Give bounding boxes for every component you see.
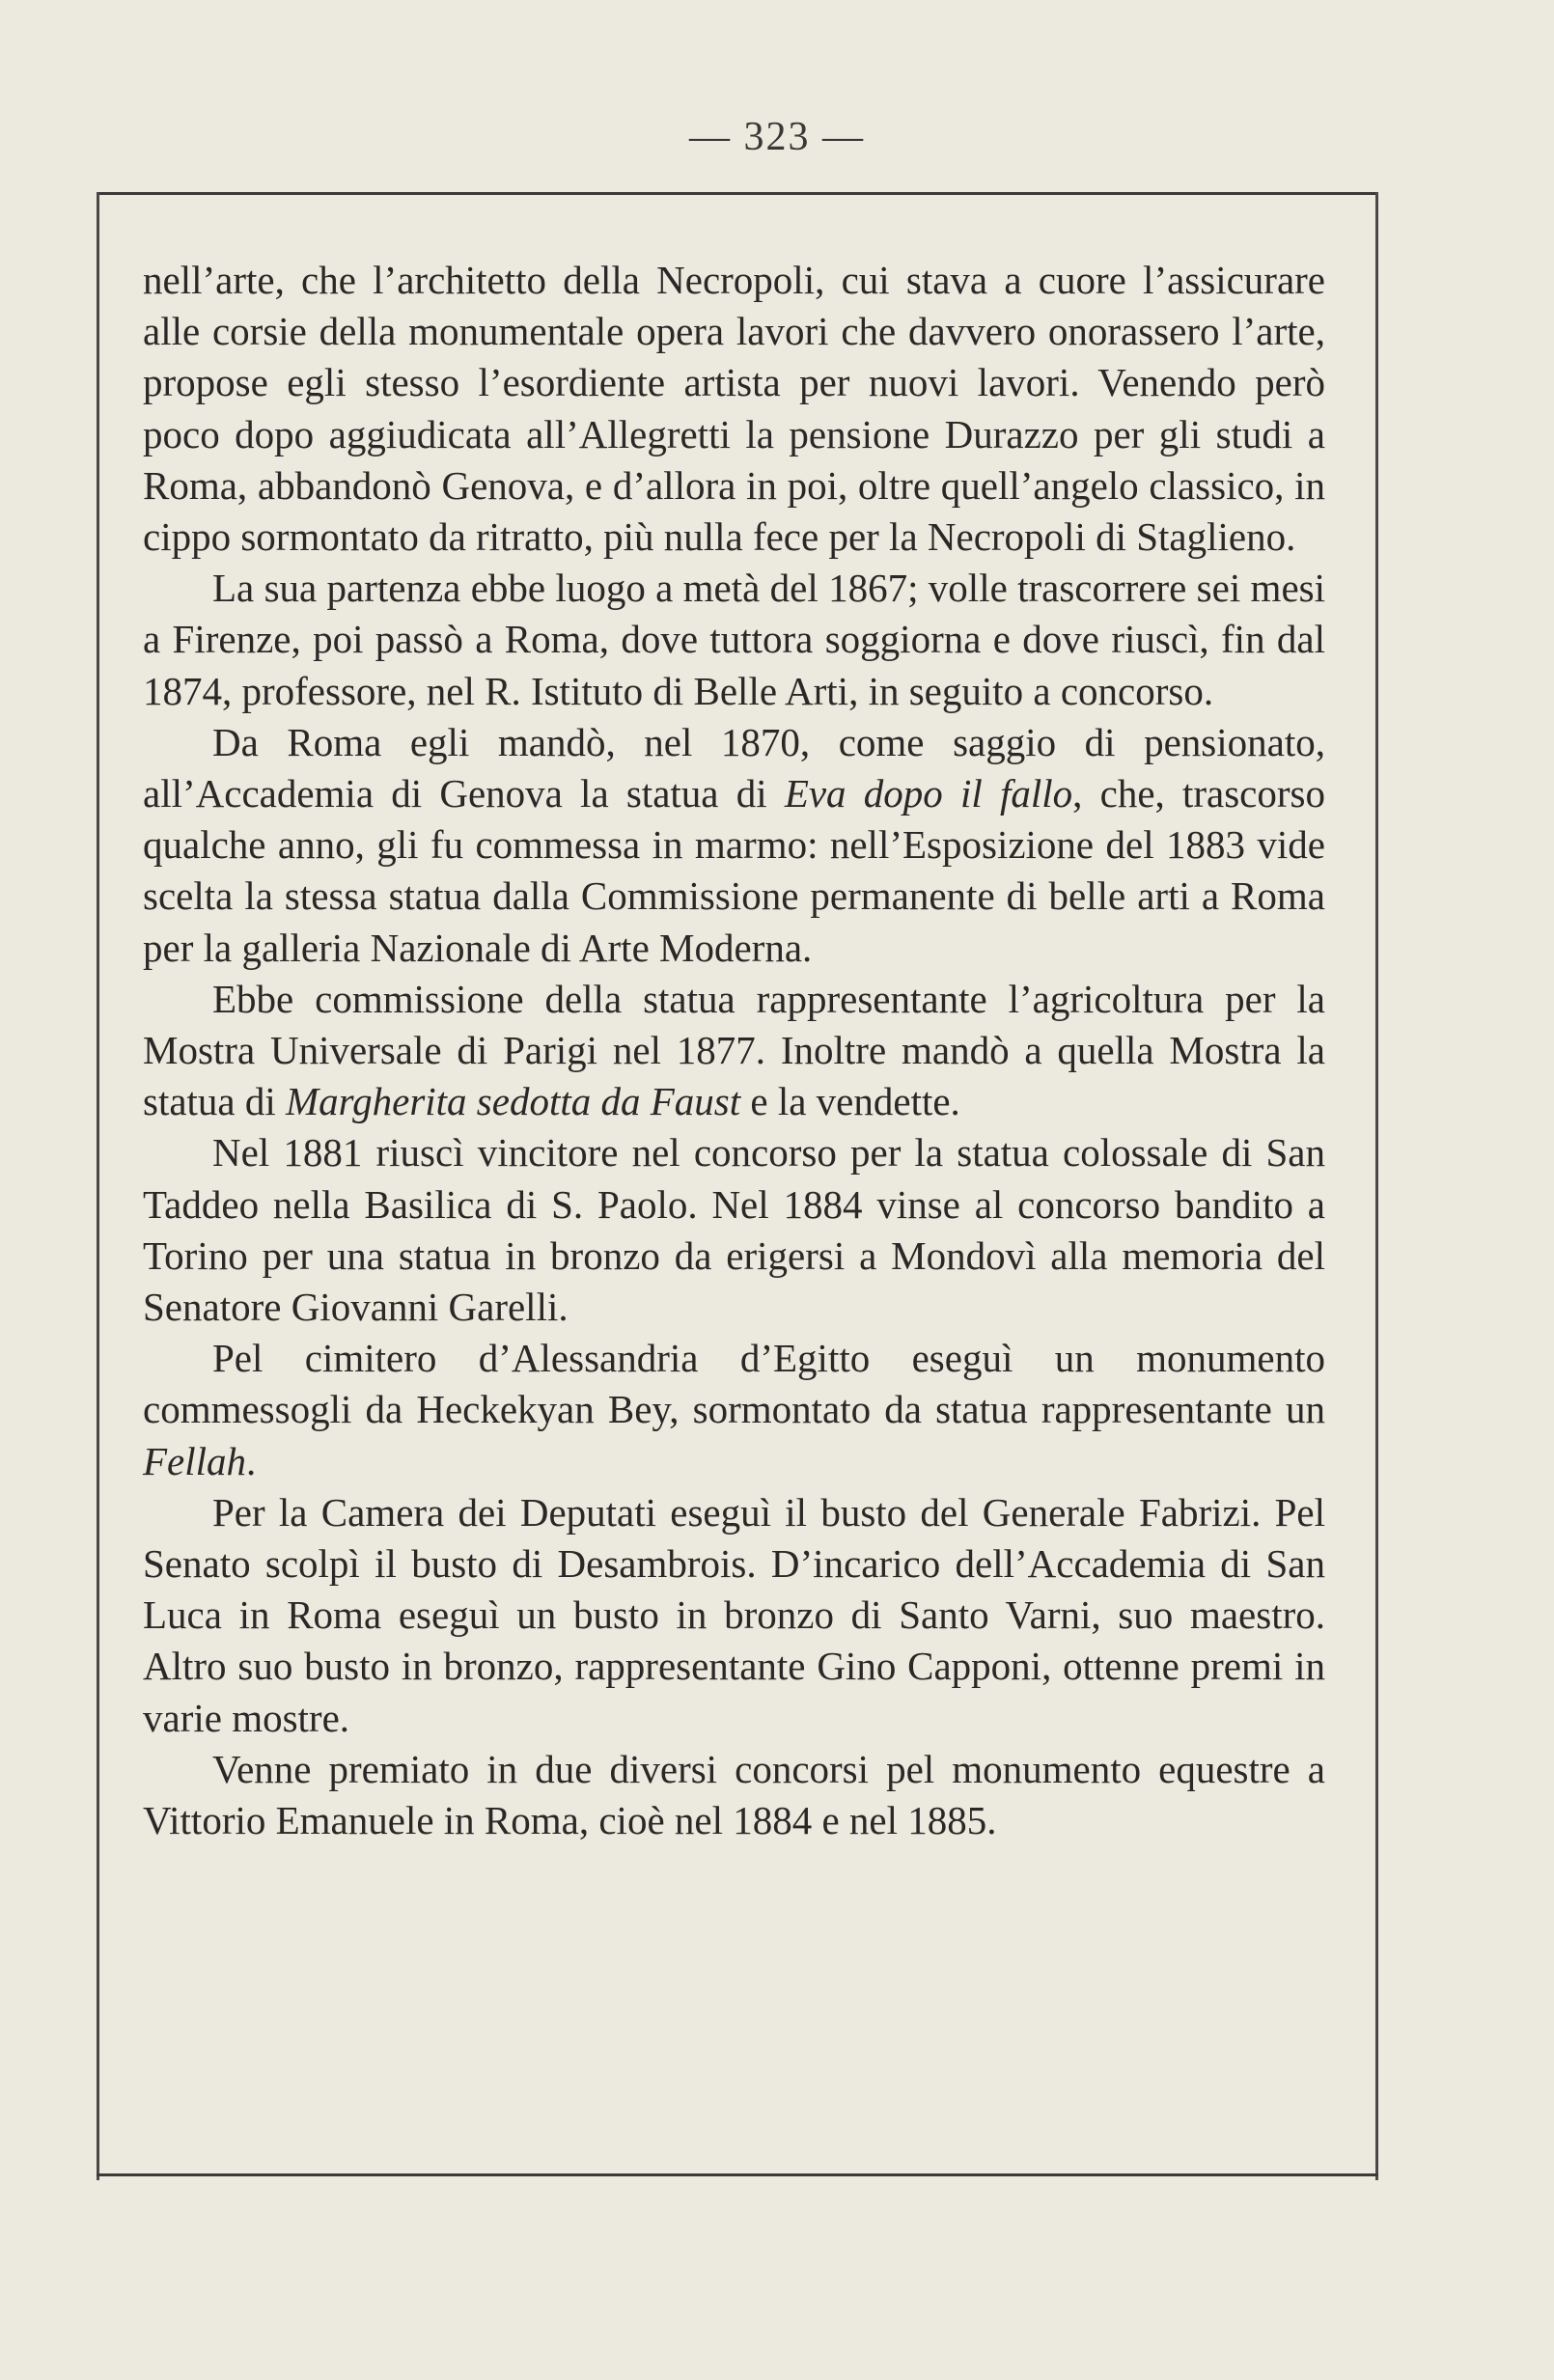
paragraph: [143, 255, 1325, 563]
page-number: — 323 —: [689, 115, 865, 159]
paragraph: [143, 1487, 1325, 1744]
text-run: nell’arte, che l’architetto della Necropoli, cui stava a cuore l’assicurare alle corsie della monumentale opera lavori che davvero onorassero l’arte, propose egli stesso l’esordiente artista per nuovi lavori. Venendo però poco dopo aggiudicata all’Allegretti la pensione Durazzo per gli studi a Roma, abbandonò Genova, e d’allora in poi, oltre quell’angelo classico, in cippo sormontato da ritratto, più nulla fece per la Necropoli di Staglieno.: [143, 258, 1325, 560]
frame-right-rule: [1375, 192, 1378, 2180]
text-run: , che, trascorso qualche anno, gli fu commessa in marmo: nell’Esposizione del 1883 vide scelta la stessa statua dalla Commissione permanente di belle arti a Roma per la galleria Nazionale di Arte Moderna.: [143, 771, 1325, 970]
text-run: Venne premiato in due diversi concorsi pel monumento equestre a Vittorio Emanuele in Roma, cioè nel 1884 e nel 1885.: [143, 1746, 1325, 1843]
frame-bottom-rule: [97, 2173, 1378, 2176]
paragraph: [143, 717, 1325, 974]
text-run: La sua partenza ebbe luogo a metà del 1867; volle trascorrere sei mesi a Firenze, poi passò a Roma, dove tuttora soggiorna e dove riuscì, fin dal 1874, professore, nel R. Istituto di Belle Arti, in seguito a concorso.: [143, 566, 1325, 713]
paragraph: [143, 974, 1325, 1128]
text-run: e la vendette.: [740, 1079, 960, 1124]
text-run: .: [246, 1438, 257, 1483]
artwork-title: Fellah: [143, 1438, 247, 1483]
text-run: Ebbe commissione della statua rappresentante l’agricoltura per la Mostra Universale di Parigi nel 1877. Inoltre mandò a quella Mostra la statua di: [143, 976, 1325, 1124]
text-run: Nel 1881 riuscì vincitore nel concorso per la statua colossale di San Taddeo nella Basilica di S. Paolo. Nel 1884 vinse al concorso bandito a Torino per una statua in bronzo da erigersi a Mondovì alla memoria del Senatore Giovanni Garelli.: [143, 1130, 1325, 1330]
artwork-title: Margherita sedotta da Faust: [286, 1079, 741, 1124]
paragraph: [143, 563, 1325, 717]
paragraph: [143, 1744, 1325, 1846]
paragraph: [143, 1127, 1325, 1333]
artwork-title: Eva dopo il fallo: [784, 771, 1073, 816]
frame-left-rule: [97, 192, 99, 2180]
text-run: Per la Camera dei Deputati eseguì il busto del Generale Fabrizi. Pel Senato scolpì il busto di Desambrois. D’incarico dell’Accademia di San Luca in Roma eseguì un busto in bronzo di Santo Varni, suo maestro. Altro suo busto in bronzo, rappresentante Gino Capponi, ottenne premi in varie mostre.: [143, 1489, 1325, 1740]
text-run: Pel cimitero d’Alessandria d’Egitto eseguì un monumento commessogli da Heckekyan Bey, sormontato da statua rappresentante un: [143, 1336, 1325, 1432]
body-text: [143, 255, 1325, 1846]
paragraph: [143, 1333, 1325, 1487]
frame-top-rule: [97, 192, 1378, 195]
text-run: Da Roma egli mandò, nel 1870, come saggio di pensionato, all’Accademia di Genova la statua di: [143, 719, 1325, 816]
